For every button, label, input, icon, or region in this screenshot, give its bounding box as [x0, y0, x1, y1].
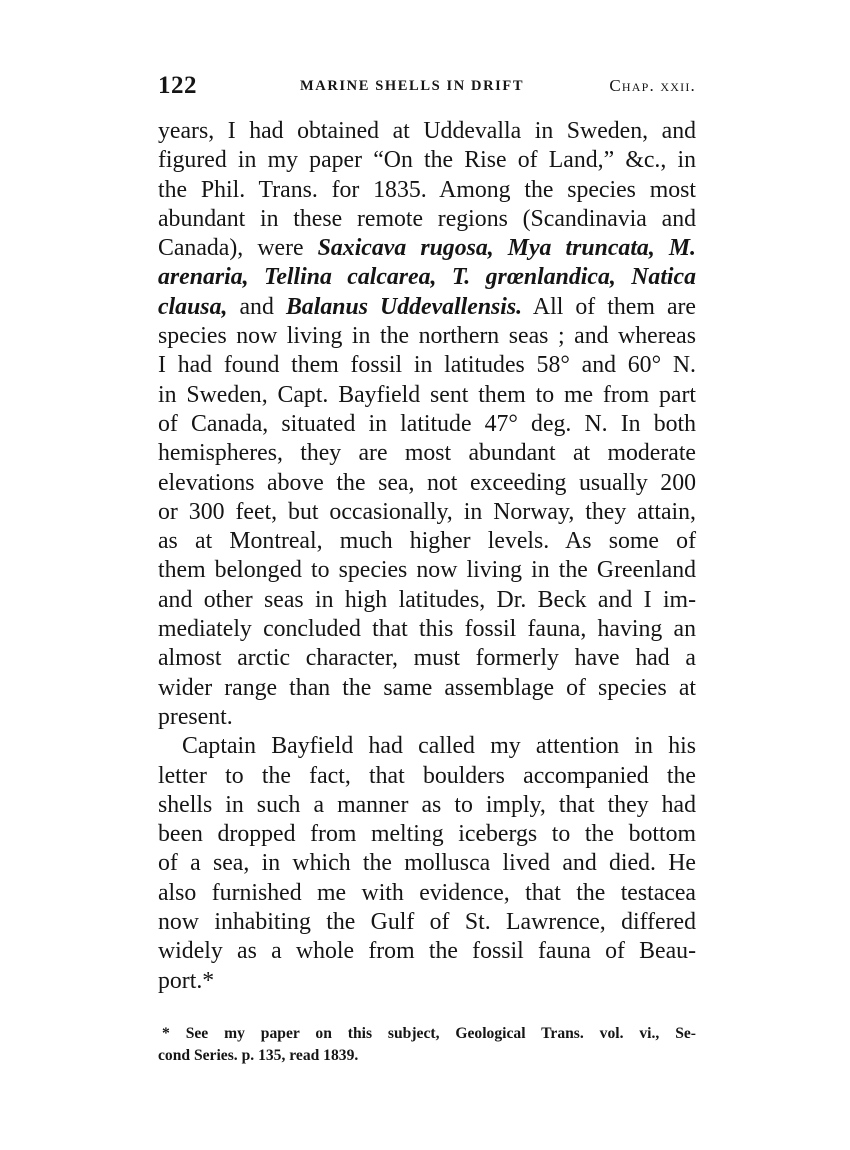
text-line: present.	[158, 703, 233, 730]
text-line: almost arctic character, must formerly have had a	[158, 645, 696, 672]
body-text	[158, 117, 696, 996]
text-line: shells in such a manner as to imply, that they had	[158, 791, 696, 818]
text-line: years, I had obtained at Uddevalla in Sweden, and	[158, 118, 696, 144]
text-line: letter to the fact, that boulders accompanied the	[158, 762, 696, 789]
text-line: I had found them fossil in latitudes 58° and 60° N.	[158, 352, 696, 379]
text-line: species now living in the northern seas ; and whereas	[158, 323, 696, 350]
page-number: 122	[158, 72, 197, 99]
text-line: of a sea, in which the mollusca lived and died. He	[158, 850, 696, 877]
text-line: or 300 feet, but occasionally, in Norway, they attain,	[158, 498, 696, 525]
text-line: elevations above the sea, not exceeding usually 200	[158, 469, 696, 496]
text-line: been dropped from melting icebergs to the bottom	[158, 821, 696, 848]
running-title: MARINE SHELLS IN DRIFT	[300, 78, 525, 94]
paragraph-1	[158, 117, 696, 732]
text-line: Captain Bayfield had called my attention in his	[182, 733, 696, 760]
text-line: mediately concluded that this fossil fauna, having an	[158, 616, 696, 643]
text-line: of Canada, situated in latitude 47° deg. N. In both	[158, 410, 696, 437]
species-names: Balanus Uddevallensis.	[285, 293, 523, 320]
species-names: clausa,	[158, 293, 228, 320]
footnote-line: * See my paper on this subject, Geological Trans. vol. vi., Se-	[162, 1025, 696, 1042]
text-line: now inhabiting the Gulf of St. Lawrence, differed	[158, 909, 696, 936]
footnote-line: cond Series. p. 135, read 1839.	[158, 1047, 359, 1064]
text-line	[158, 234, 696, 263]
text-line: the Phil. Trans. for 1835. Among the species most	[158, 176, 696, 203]
text-run: Canada), were	[158, 235, 318, 262]
text-line: in Sweden, Capt. Bayfield sent them to me from part	[158, 381, 696, 408]
text-run: All of them are	[522, 293, 696, 320]
text-line: also furnished me with evidence, that the testacea	[158, 879, 696, 906]
species-names: arenaria, Tellina calcarea, T. grœnlandica, Natica	[158, 264, 696, 291]
text-line: and other seas in high latitudes, Dr. Beck and I im-	[158, 586, 696, 613]
text-run: and	[227, 293, 286, 320]
running-head	[158, 72, 696, 102]
text-line: them belonged to species now living in the Greenland	[158, 557, 696, 584]
text-line: port.*	[158, 967, 215, 994]
text-line: wider range than the same assemblage of species at	[158, 674, 696, 701]
text-line: figured in my paper “On the Rise of Land,” &c., in	[158, 147, 696, 174]
text-line: hemispheres, they are most abundant at moderate	[158, 440, 696, 467]
text-line: abundant in these remote regions (Scandinavia and	[158, 205, 696, 232]
footnote	[158, 1023, 696, 1067]
text-line: widely as a whole from the fossil fauna of Beau-	[158, 938, 696, 965]
text-line	[158, 263, 696, 292]
paragraph-2	[158, 732, 696, 996]
text-line	[158, 293, 696, 322]
species-names: Saxicava rugosa, Mya truncata, M.	[317, 235, 696, 262]
text-line: as at Montreal, much higher levels. As some of	[158, 528, 696, 555]
chapter-label: Chap. xxii.	[609, 76, 696, 95]
